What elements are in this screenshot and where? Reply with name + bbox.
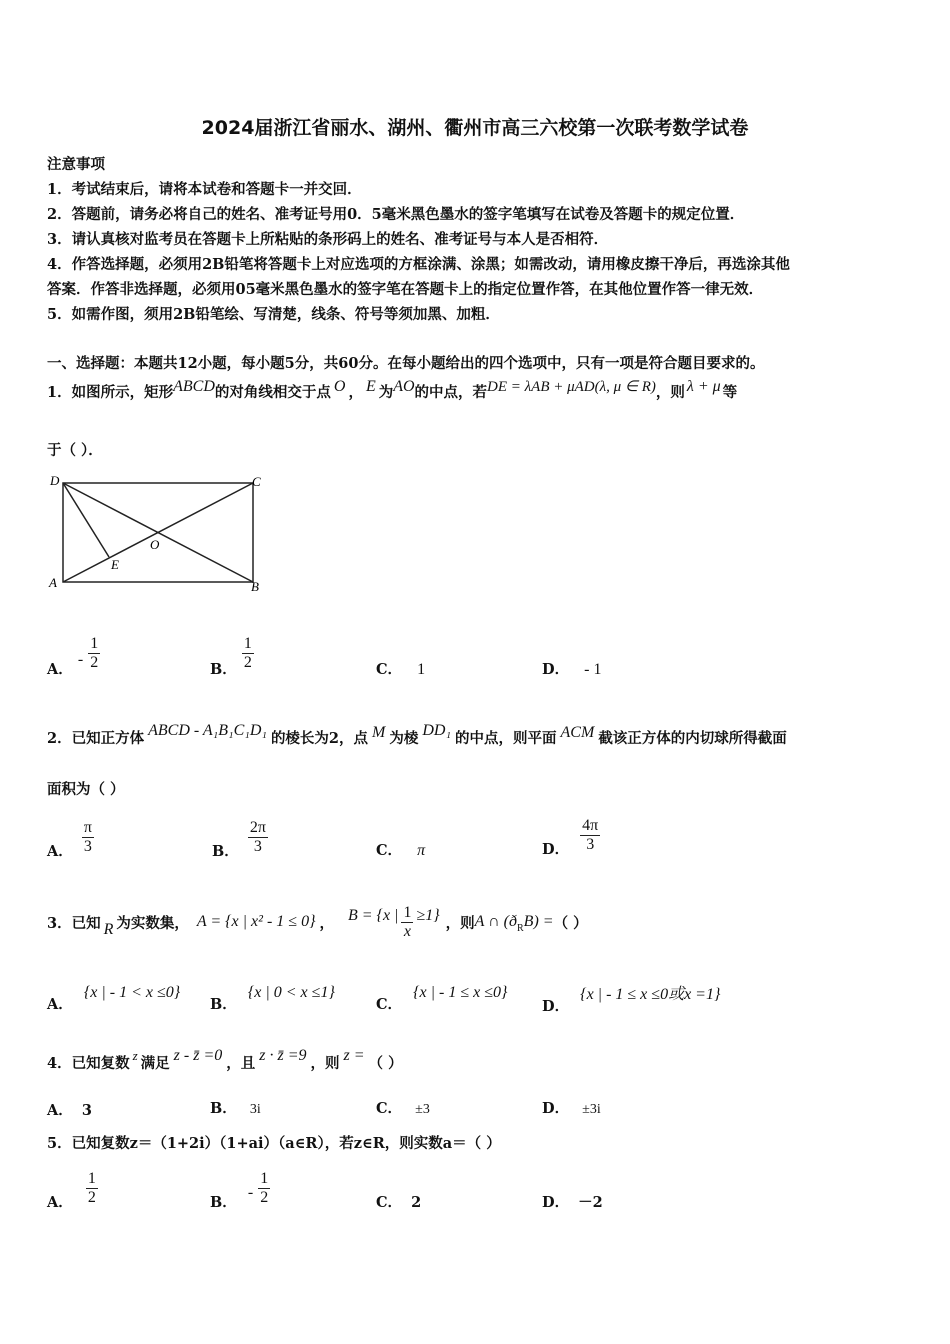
fraction-denominator: 2 — [243, 654, 252, 671]
q1-math: ABCD — [173, 378, 215, 395]
set-b: B = {x | — [347, 907, 399, 924]
fraction-numerator: 1 — [243, 635, 252, 652]
option-label: B． — [210, 996, 237, 1013]
q5-option-d[interactable] — [542, 1191, 603, 1212]
fraction-denominator: 3 — [253, 838, 262, 855]
fraction-denominator: x — [403, 922, 411, 940]
option-fraction — [580, 817, 600, 854]
q4-text: ，则 — [310, 1055, 340, 1072]
option-fraction — [82, 819, 94, 856]
option-value: ±3i — [582, 1102, 601, 1117]
q3-text: ，则 — [445, 914, 475, 932]
option-value: 3i — [249, 1102, 261, 1117]
option-value: {x | - 1 ≤ x ≤0或x =1} — [580, 986, 721, 1003]
option-label: D． — [542, 1100, 570, 1117]
label-a: A — [49, 575, 57, 590]
q2-option-c[interactable] — [376, 839, 425, 860]
notes-item: 3．请认真核对监考员在答题卡上所粘贴的条形码上的姓名、准考证号与本人是否相符． — [47, 231, 609, 248]
option-label: C． — [376, 1100, 403, 1117]
option-sign: - — [247, 1184, 254, 1201]
option-label: B． — [212, 843, 239, 860]
q3-expression-end: B) = — [523, 913, 554, 930]
option-label: B． — [210, 661, 237, 678]
option-fraction — [86, 1170, 98, 1207]
q3-expression: A ∩ (ð — [474, 913, 517, 930]
q4-option-a[interactable] — [47, 1099, 92, 1120]
option-value: - 1 — [584, 661, 602, 678]
option-label: D． — [542, 1194, 570, 1211]
fraction-denominator: 2 — [87, 1189, 96, 1206]
q4-option-c[interactable] — [376, 1097, 430, 1118]
label-e: E — [111, 557, 119, 572]
option-sign: - — [77, 651, 84, 668]
q1-text: 为 — [378, 384, 394, 401]
q3-option-a[interactable] — [47, 981, 181, 1013]
option-label: D． — [542, 661, 570, 678]
notes-item: 5．如需作图，须用2B铅笔绘、写清楚，线条、符号等须加黑、加粗． — [47, 306, 500, 323]
question-5: 5．已知复数z＝（1+2i）（1+ai）（a∈R），若z∈R，则实数a＝（ ） — [47, 1135, 501, 1152]
q1-line2: 于（ ）． — [47, 442, 103, 459]
q2-option-b[interactable] — [212, 816, 268, 860]
question-1 — [47, 378, 738, 402]
q4-option-d[interactable] — [542, 1097, 601, 1118]
set-b-end: ≥1} — [416, 907, 440, 924]
fraction-denominator: 3 — [586, 836, 595, 853]
q2-option-a[interactable] — [47, 816, 94, 860]
fraction-numerator: 1 — [87, 1170, 96, 1187]
option-label: A． — [47, 843, 73, 860]
set-a: A = {x | x² - 1 ≤ 0} — [196, 913, 316, 930]
option-label: A． — [47, 1102, 73, 1119]
option-label: D． — [542, 841, 570, 858]
q3-subscript: R — [517, 922, 524, 934]
option-label: C． — [376, 1194, 403, 1211]
option-label: B． — [210, 1194, 237, 1211]
q5-option-c[interactable] — [376, 1191, 421, 1212]
fraction-denominator: 3 — [83, 838, 92, 855]
q1-option-b[interactable] — [210, 632, 254, 678]
option-label: A． — [47, 996, 73, 1013]
q3-text: 为实数集， — [116, 914, 189, 932]
q1-math: AO — [393, 378, 415, 395]
q5-option-a[interactable] — [47, 1167, 98, 1211]
q4-text: 满足 — [140, 1055, 170, 1072]
q4-math: z - z̄ =0 — [173, 1047, 223, 1064]
notes-item: 2．答题前，请务必将自己的姓名、准考证号用0．5毫米黑色墨水的签字笔填写在试卷及答题卡的规定位置． — [47, 206, 745, 223]
set-b-fraction — [401, 904, 413, 941]
option-fraction — [248, 819, 268, 856]
fraction-numerator: 1 — [403, 903, 412, 921]
q1-math: DE = λAB + μAD(λ, μ ∈ R) — [487, 379, 656, 395]
option-value: －2 — [578, 1194, 603, 1211]
q4-math: z · z̄ =9 — [259, 1047, 307, 1064]
option-fraction — [258, 1170, 270, 1207]
option-value: {x | - 1 < x ≤0} — [83, 984, 181, 1001]
option-fraction — [242, 635, 254, 672]
option-label: C． — [376, 842, 403, 859]
notes-item: 4．作答选择题，必须用2B铅笔将答题卡上对应选项的方框涂满、涂黑；如需改动，请用橡皮擦干净后，再选涂其他 — [47, 256, 790, 273]
q2-text: 为棱 — [389, 730, 419, 747]
q3-text: （ ） — [553, 914, 588, 932]
segment-de — [63, 483, 109, 557]
q3-math: R — [103, 921, 114, 938]
option-value: {x | 0 < x ≤1} — [247, 984, 335, 1001]
q1-text: 的对角线相交于点 — [214, 384, 331, 401]
q1-math: E — [365, 378, 376, 395]
label-o: O — [150, 537, 160, 552]
q4-text: ，且 — [226, 1055, 256, 1072]
option-value: ±3 — [415, 1102, 430, 1117]
rectangle-figure — [44, 470, 274, 598]
q2-text: 截该正方体的内切球所得截面 — [598, 730, 787, 747]
q4-math: z = — [343, 1047, 365, 1064]
option-value: {x | - 1 ≤ x ≤0} — [413, 984, 508, 1001]
option-label: B． — [210, 1100, 237, 1117]
label-d: D — [50, 473, 60, 488]
section-heading: 一、选择题：本题共12小题，每小题5分，共60分。在每小题给出的四个选项中，只有一项是符合题目要求的。 — [47, 355, 765, 372]
q1-text: ， — [348, 384, 363, 401]
q3-option-b[interactable] — [210, 981, 335, 1013]
fraction-numerator: 1 — [260, 1170, 269, 1187]
option-value: 3 — [81, 1102, 92, 1119]
q1-text: ，则 — [655, 384, 685, 401]
fraction-numerator: π — [83, 819, 92, 836]
option-label: A． — [47, 661, 73, 678]
q5-option-b[interactable] — [210, 1167, 270, 1211]
q2-math: ACM — [560, 724, 595, 741]
fraction-denominator: 2 — [260, 1189, 269, 1206]
q3-option-c[interactable] — [376, 981, 508, 1013]
notes-heading: 注意事项 — [47, 156, 105, 173]
option-fraction — [88, 635, 100, 672]
fraction-numerator: 1 — [90, 635, 99, 652]
question-4 — [47, 1047, 403, 1073]
fraction-numerator: 2π — [249, 819, 266, 836]
option-label: C． — [376, 661, 403, 678]
q3-option-d[interactable] — [542, 981, 721, 1015]
q4-text: （ ） — [368, 1055, 403, 1072]
fraction-numerator: 4π — [582, 817, 599, 834]
notes-item: 1．考试结束后，请将本试卷和答题卡一并交回． — [47, 181, 362, 198]
q2-text: 的棱长为2，点 — [270, 730, 369, 747]
q1-text: 等 — [722, 384, 738, 401]
q1-math: λ + μ — [686, 378, 721, 395]
q1-option-a[interactable] — [47, 632, 100, 678]
q1-math: O — [333, 378, 346, 395]
q3-text: 3．已知 — [47, 914, 101, 932]
question-3 — [47, 898, 588, 946]
q2-option-d[interactable] — [542, 814, 600, 858]
q2-line2: 面积为（ ） — [47, 781, 125, 798]
notes-item: 答案．作答非选择题，必须用05毫米黑色墨水的签字笔在答题卡上的指定位置作答，在其他位置作答一律无效． — [47, 281, 764, 298]
q1-text: 的中点，若 — [414, 384, 488, 401]
label-c: C — [252, 474, 261, 489]
option-value: π — [417, 842, 426, 859]
q4-option-b[interactable] — [210, 1097, 261, 1118]
q3-text: ， — [319, 914, 334, 932]
q2-math: M — [372, 724, 386, 741]
option-value: 2 — [411, 1194, 422, 1211]
option-label: D． — [542, 998, 570, 1015]
label-b: B — [251, 579, 259, 594]
question-2 — [47, 722, 787, 748]
q4-math: z — [132, 1048, 138, 1063]
fraction-denominator: 2 — [90, 654, 99, 671]
q2-text: 2．已知正方体 — [47, 730, 145, 747]
page-title: 2024届浙江省丽水、湖州、衢州市高三六校第一次联考数学试卷 — [201, 117, 749, 139]
q1-text: 1．如图所示，矩形 — [47, 384, 174, 401]
q2-text: 的中点，则平面 — [455, 730, 557, 747]
option-label: C． — [376, 996, 403, 1013]
option-value: 1 — [417, 661, 426, 678]
q4-text: 4．已知复数 — [47, 1055, 130, 1072]
q1-option-c[interactable] — [376, 658, 425, 679]
q1-option-d[interactable] — [542, 658, 602, 679]
q2-math: DD₁ — [422, 722, 452, 739]
q2-math: ABCD - A₁B₁C₁D₁ — [148, 722, 267, 739]
option-label: A． — [47, 1194, 73, 1211]
